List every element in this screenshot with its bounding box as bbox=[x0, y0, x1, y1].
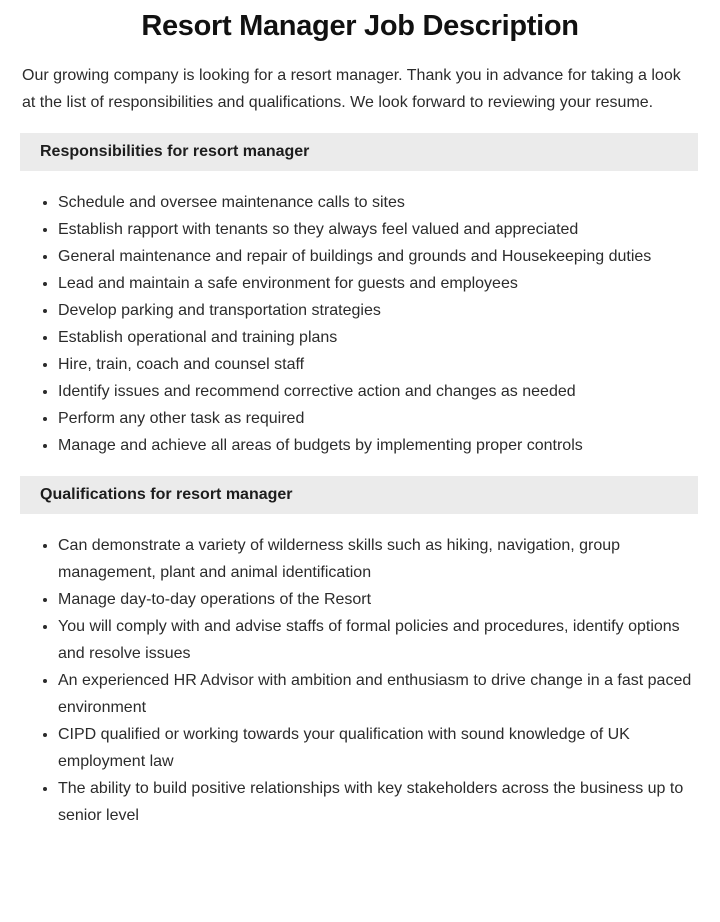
section-qualifications bbox=[0, 476, 720, 829]
page-title: Resort Manager Job Description bbox=[141, 10, 579, 42]
list-item: Perform any other task as required bbox=[0, 405, 720, 432]
list-item: Manage and achieve all areas of budgets by implementing proper controls bbox=[0, 432, 720, 459]
list-item: You will comply with and advise staffs of formal policies and procedures, identify options and resolve issues bbox=[0, 613, 720, 667]
list-item: Establish operational and training plans bbox=[0, 324, 720, 351]
list-item: Develop parking and transportation strategies bbox=[0, 297, 720, 324]
list-item: Identify issues and recommend corrective action and changes as needed bbox=[0, 378, 720, 405]
list-item: Can demonstrate a variety of wilderness skills such as hiking, navigation, group management, plant and animal identification bbox=[0, 532, 720, 586]
section-heading-label: Responsibilities for resort manager bbox=[40, 143, 310, 160]
list-item: General maintenance and repair of buildings and grounds and Housekeeping duties bbox=[0, 243, 720, 270]
list-item: Schedule and oversee maintenance calls to sites bbox=[0, 189, 720, 216]
section-header-qualifications bbox=[20, 476, 698, 514]
section-heading-label: Qualifications for resort manager bbox=[40, 486, 293, 503]
list-item: An experienced HR Advisor with ambition and enthusiasm to drive change in a fast paced environment bbox=[0, 667, 720, 721]
section-responsibilities bbox=[0, 133, 720, 459]
list-item: CIPD qualified or working towards your qualification with sound knowledge of UK employment law bbox=[0, 721, 720, 775]
list-item: Hire, train, coach and counsel staff bbox=[0, 351, 720, 378]
list-item: Lead and maintain a safe environment for guests and employees bbox=[0, 270, 720, 297]
list-item: Establish rapport with tenants so they always feel valued and appreciated bbox=[0, 216, 720, 243]
section-header-responsibilities bbox=[20, 133, 698, 171]
list-item: Manage day-to-day operations of the Resort bbox=[0, 586, 720, 613]
list-item: The ability to build positive relationships with key stakeholders across the business up to senior level bbox=[0, 775, 720, 829]
responsibilities-list bbox=[0, 171, 720, 459]
intro-paragraph: Our growing company is looking for a resort manager. Thank you in advance for taking a look at the list of responsibilities and qualifications. We look forward to reviewing your resume. bbox=[22, 67, 681, 111]
qualifications-list bbox=[0, 514, 720, 829]
